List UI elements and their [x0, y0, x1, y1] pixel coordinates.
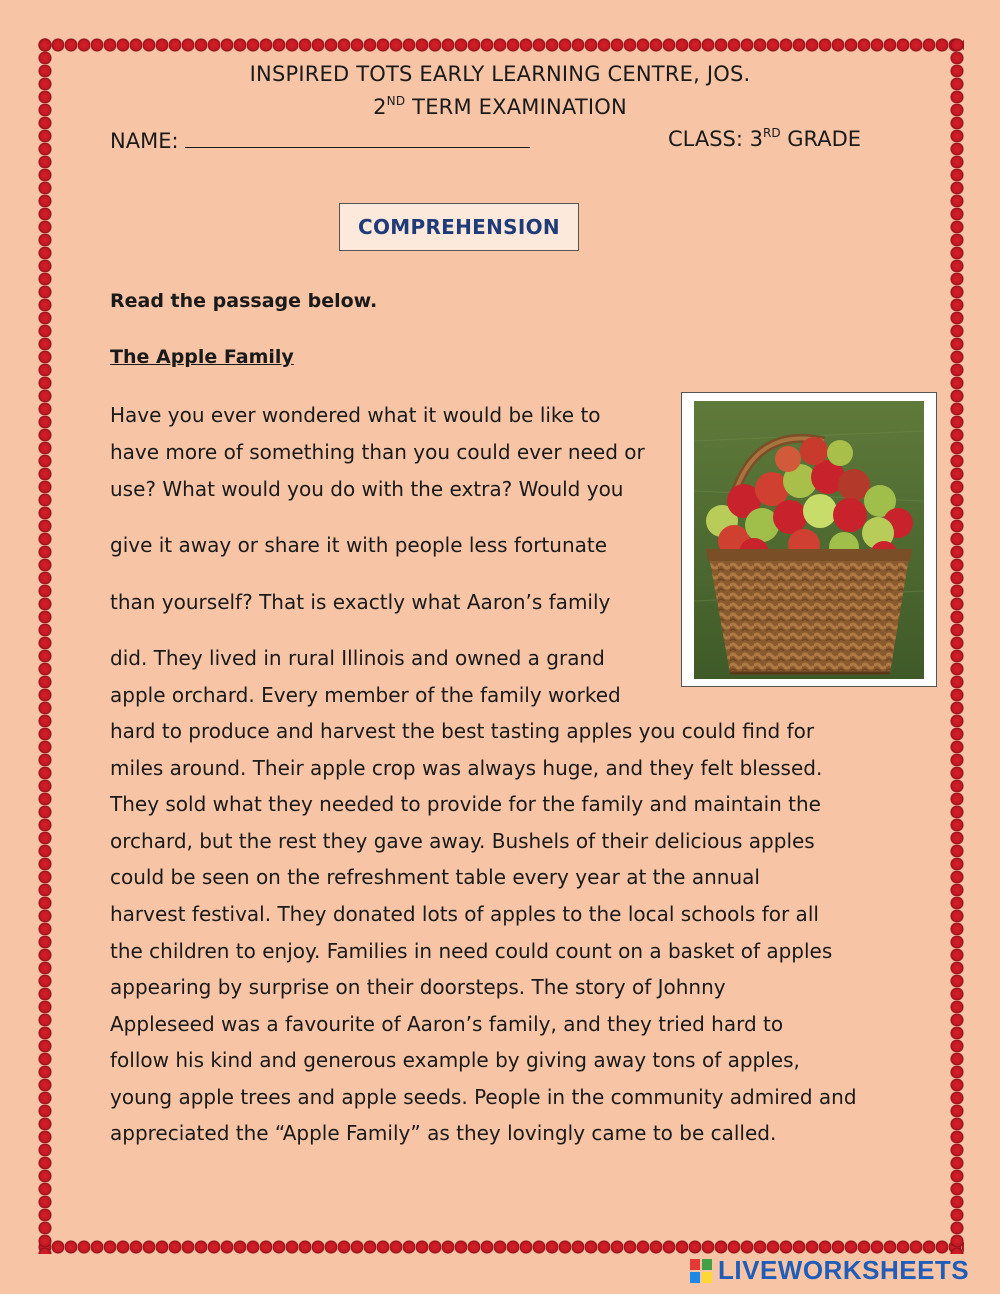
page-border-top: [38, 38, 964, 52]
exam-number: 2: [373, 95, 387, 119]
section-title: COMPREHENSION: [358, 215, 560, 239]
exam-title: [0, 95, 1000, 119]
passage-line: hard to produce and harvest the best tasting apples you could find for: [110, 719, 815, 743]
name-blank[interactable]: [185, 127, 530, 148]
passage-line: use? What would you do with the extra? Would you: [110, 477, 624, 501]
passage-line: appreciated the “Apple Family” as they lovingly came to be called.: [110, 1121, 777, 1145]
passage-line: orchard, but the rest they gave away. Bushels of their delicious apples: [110, 829, 815, 853]
apple-basket-illustration: [694, 401, 924, 679]
passage-line: follow his kind and generous example by giving away tons of apples,: [110, 1048, 800, 1072]
passage-line: Have you ever wondered what it would be like to: [110, 403, 601, 427]
name-row: [110, 127, 530, 153]
passage-line: than yourself? That is exactly what Aaron’s family: [110, 590, 611, 614]
passage-line: could be seen on the refreshment table every year at the annual: [110, 865, 760, 889]
passage-line: young apple trees and apple seeds. People in the community admired and: [110, 1085, 857, 1109]
passage-line: appearing by surprise on their doorsteps. The story of Johnny: [110, 975, 726, 999]
liveworksheets-logo: [688, 1255, 988, 1287]
class-suffix: GRADE: [780, 127, 862, 151]
exam-title-rest: TERM EXAMINATION: [405, 95, 627, 119]
passage-line: harvest festival. They donated lots of apples to the local schools for all: [110, 902, 819, 926]
name-label: NAME:: [110, 129, 179, 153]
school-name: INSPIRED TOTS EARLY LEARNING CENTRE, JOS.: [249, 62, 751, 86]
liveworksheets-icon: [690, 1259, 712, 1283]
liveworksheets-wordmark: LIVEWORKSHEETS: [718, 1255, 970, 1285]
instruction: Read the passage below.: [110, 290, 378, 312]
section-title-box: [339, 203, 579, 251]
passage-line: did. They lived in rural Illinois and owned a grand: [110, 646, 605, 670]
passage-line: apple orchard. Every member of the family worked: [110, 683, 621, 707]
exam-ordinal: ND: [386, 94, 406, 108]
passage-line: have more of something than you could ever need or: [110, 440, 645, 464]
passage-line: the children to enjoy. Families in need could count on a basket of apples: [110, 939, 833, 963]
page-border-bottom: [38, 1240, 964, 1254]
apple-basket-image: [681, 392, 937, 687]
class-ordinal: RD: [762, 126, 781, 140]
passage-line: miles around. Their apple crop was always huge, and they felt blessed.: [110, 756, 823, 780]
passage-line: give it away or share it with people less fortunate: [110, 533, 608, 557]
page-border-right: [950, 38, 964, 1254]
page-border-left: [38, 38, 52, 1254]
story-title: The Apple Family: [110, 346, 294, 368]
passage-line: They sold what they needed to provide for the family and maintain the: [110, 792, 821, 816]
class-prefix: CLASS: 3: [668, 127, 763, 151]
class-label: [668, 127, 861, 151]
passage-line: Appleseed was a favourite of Aaron’s family, and they tried hard to: [110, 1012, 784, 1036]
